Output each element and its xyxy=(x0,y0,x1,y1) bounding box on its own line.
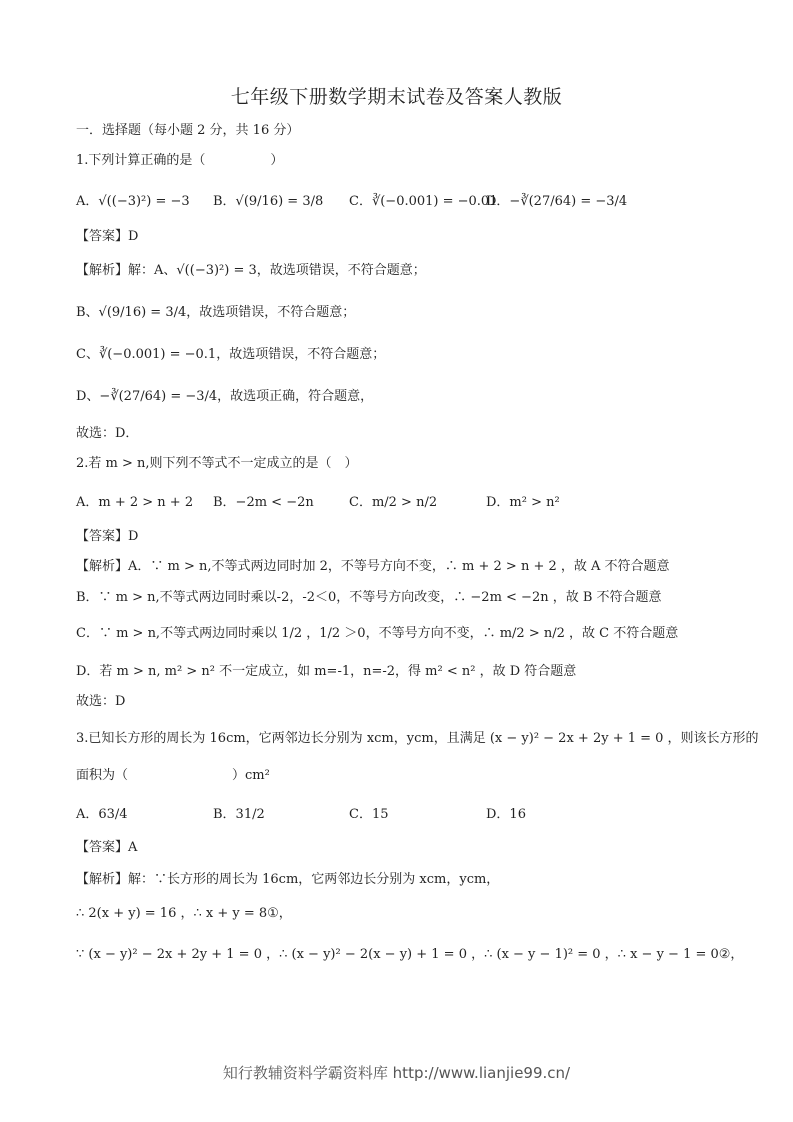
q2-analysis-c: C．∵ m > n,不等式两边同时乘以 1/2 ，1/2 ＞0，不等号方向不变，∴ m/2 > n/2 ，故 C 不符合题意 xyxy=(76,626,679,641)
q2-option-c: C．m/2 > n/2 xyxy=(349,495,438,510)
q3-option-b: B．31/2 xyxy=(213,807,265,822)
q1-option-c: C．∛(−0.001) = −0.01 xyxy=(349,194,498,209)
q3-analysis-3: ∵ (x − y)² − 2x + 2y + 1 = 0 ，∴ (x − y)² − 2(x − y) + 1 = 0 ，∴ (x − y − 1)² = 0 ，∴ x − y − 1 = 0②， xyxy=(76,947,744,962)
q1-stem: 1.下列计算正确的是（ ） xyxy=(76,153,284,168)
footer-watermark: 知行教辅资料学霸资料库 http://www.lianjie99.cn/ xyxy=(222,1064,571,1082)
q2-answer: 【答案】D xyxy=(76,529,139,544)
q2-option-d: D．m² > n² xyxy=(486,495,560,510)
q1-option-a: A．√((−3)²) = −3 xyxy=(76,194,190,209)
q2-options xyxy=(76,483,736,519)
q3-option-a: A．63/4 xyxy=(76,807,128,822)
q2-stem: 2.若 m > n,则下列不等式不一定成立的是（ ） xyxy=(76,456,358,471)
q1-analysis-a: 【解析】解：A、√((−3)²) = 3，故选项错误，不符合题意； xyxy=(76,263,426,278)
q3-analysis-2: ∴ 2(x + y) = 16 ，∴ x + y = 8①， xyxy=(76,906,292,921)
q1-analysis-c: C、∛(−0.001) = −0.1，故选项错误，不符合题意； xyxy=(76,347,386,362)
q3-option-c: C．15 xyxy=(349,807,389,822)
q2-analysis-a: 【解析】A．∵ m > n,不等式两边同时加 2，不等号方向不变，∴ m + 2 > n + 2 ，故 A 不符合题意 xyxy=(76,559,670,574)
q2-analysis-d: D．若 m > n, m² > n² 不一定成立，如 m=-1，n=-2，得 m² < n² ，故 D 符合题意 xyxy=(76,664,577,679)
q1-analysis-b: B、√(9/16) = 3/4，故选项错误，不符合题意； xyxy=(76,305,356,320)
q3-stem-line2: 面积为（ ）cm² xyxy=(76,768,270,783)
page-title: 七年级下册数学期末试卷及答案人教版 xyxy=(230,86,563,108)
q3-stem-line1: 3.已知长方形的周长为 16cm，它两邻边长分别为 xcm，ycm，且满足 (x − y)² − 2x + 2y + 1 = 0 ，则该长方形的 xyxy=(76,731,759,746)
q1-option-d: D．−∛(27/64) = −3/4 xyxy=(486,194,628,209)
q3-option-d: D．16 xyxy=(486,807,526,822)
section-heading: 一．选择题（每小题 2 分，共 16 分） xyxy=(76,123,300,138)
q3-answer: 【答案】A xyxy=(76,840,138,855)
q2-option-a: A．m + 2 > n + 2 xyxy=(76,495,194,510)
q1-options xyxy=(76,182,736,218)
q2-choice: 故选：D xyxy=(76,694,126,709)
q1-analysis-d: D、−∛(27/64) = −3/4，故选项正确，符合题意， xyxy=(76,389,374,404)
q2-analysis-b: B．∵ m > n,不等式两边同时乘以-2，-2＜0，不等号方向改变，∴ −2m < −2n ，故 B 不符合题意 xyxy=(76,590,662,605)
q1-choice: 故选：D． xyxy=(76,426,139,441)
q1-answer: 【答案】D xyxy=(76,229,139,244)
q3-analysis-1: 【解析】解：∵长方形的周长为 16cm，它两邻边长分别为 xcm，ycm， xyxy=(76,872,500,887)
q1-option-b: B．√(9/16) = 3/8 xyxy=(213,194,324,209)
q3-options xyxy=(76,795,736,831)
q2-option-b: B．−2m < −2n xyxy=(213,495,314,510)
